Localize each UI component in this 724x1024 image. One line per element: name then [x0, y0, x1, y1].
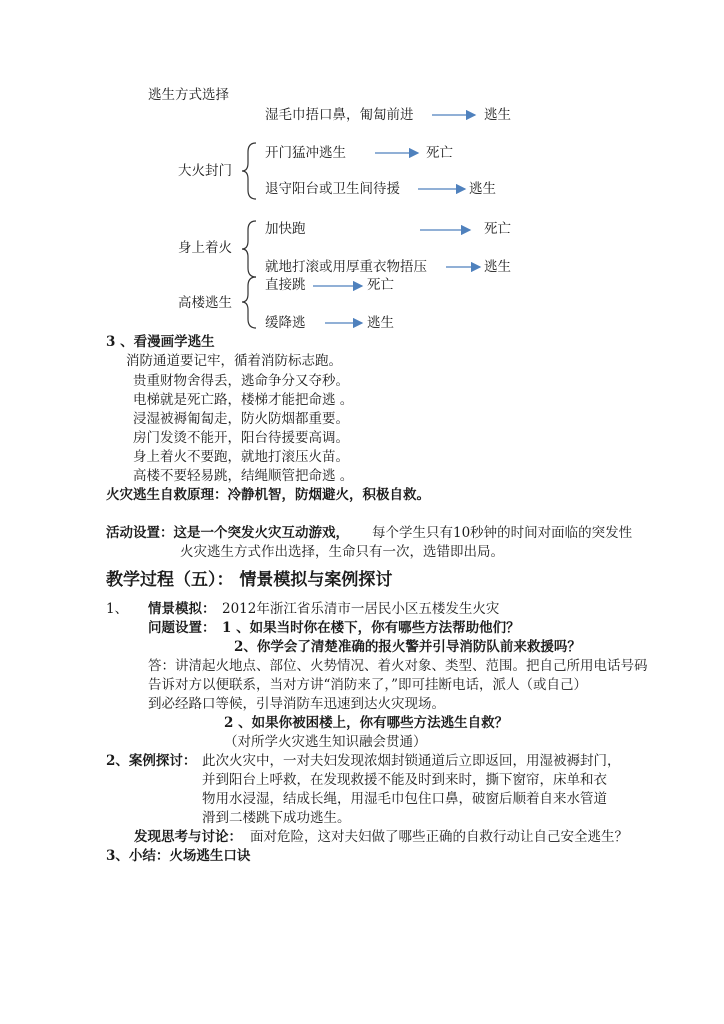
comic-line: 浸湿被褥匍匐走，防火防烟都重要。 [133, 411, 349, 427]
high-rise-opt2: 缓降逃 [265, 315, 306, 331]
case-line: 并到阳台上呼救，在发现救援不能及时到来时，撕下窗帘，床单和衣 [202, 772, 607, 788]
comic-line: 身上着火不要跑，就地打滚压火苗。 [133, 449, 349, 465]
answer-line: 答：讲清起火地点、部位、火势情况、着火对象、类型、范围。把自己所用电话号码 [148, 658, 648, 674]
activity-text-1: 每个学生只有10秒钟的时间对面临的突发性 [372, 525, 633, 541]
row1-action: 湿毛巾捂口鼻，匍匐前进 [265, 107, 414, 123]
body-fire-opt1-result: 死亡 [484, 221, 511, 237]
body-fire-opt2: 就地打滚或用厚重衣物捂压 [265, 259, 427, 275]
answer-line: 告诉对方以便联系，当对方讲“消防来了，”即可挂断电话，派人（或自己） [148, 677, 588, 693]
comic-line: 电梯就是死亡路，楼梯才能把命逃 。 [133, 392, 354, 408]
body-fire-opt2-result: 逃生 [484, 259, 511, 275]
case-label: 2、案例探讨： [106, 753, 197, 769]
high-rise-label: 高楼逃生 [178, 295, 232, 311]
question-1: 1 、如果当时你在楼下，你有哪些方法帮助他们？ [222, 620, 520, 636]
fire-door-opt1-result: 死亡 [426, 145, 453, 161]
question-2: 2、你学会了清楚准确的报火警并引导消防队前来救援吗？ [234, 639, 581, 655]
activity-text-2: 火灾逃生方式作出选择，生命只有一次，选错即出局。 [180, 544, 504, 560]
case-line: 滑到二楼跳下成功逃生。 [202, 810, 351, 826]
body-fire-label: 身上着火 [178, 240, 232, 256]
discuss-label: 发现思考与讨论： [134, 829, 242, 845]
high-rise-opt1: 直接跳 [265, 277, 306, 293]
activity-label: 活动设置：这是一个突发火灾互动游戏， [106, 525, 349, 541]
escape-title: 逃生方式选择 [148, 87, 229, 103]
comic-line: 消防通道要记牢，循着消防标志跑。 [126, 353, 342, 369]
row1-result: 逃生 [484, 107, 511, 123]
scene-text: 2012年浙江省乐清市一居民小区五楼发生火灾 [222, 601, 500, 617]
high-rise-opt1-result: 死亡 [367, 277, 394, 293]
high-rise-opt2-result: 逃生 [367, 315, 394, 331]
question-3-note: （对所学火灾逃生知识融会贯通） [224, 734, 427, 750]
case-line: 物用水浸湿，结成长绳，用湿毛巾包住口鼻，破窗后顺着自来水管道 [202, 791, 607, 807]
item1-number: 1、 [106, 601, 129, 617]
comic-heading: 3 、看漫画学逃生 [106, 334, 215, 350]
brace-3 [242, 277, 256, 328]
case-line: 此次火灾中，一对夫妇发现浓烟封锁通道后立即返回，用湿被褥封门， [202, 753, 621, 769]
comic-line: 贵重财物舍得丢，逃命争分又夺秒。 [133, 373, 349, 389]
fire-door-label: 大火封门 [178, 163, 232, 179]
fire-door-opt2-result: 逃生 [469, 181, 496, 197]
fire-door-opt2: 退守阳台或卫生间待援 [265, 181, 400, 197]
brace-2 [242, 221, 256, 277]
question-label: 问题设置： [148, 620, 216, 636]
body-fire-opt1: 加快跑 [265, 221, 306, 237]
question-3: 2 、如果你被困楼上，你有哪些方法逃生自救？ [224, 715, 509, 731]
brace-1 [242, 143, 256, 199]
comic-line: 高楼不要轻易跳，结绳顺管把命逃 。 [133, 468, 354, 484]
comic-line: 房门发烫不能开，阳台待援要高调。 [133, 430, 349, 446]
principle: 火灾逃生自救原理：冷静机智，防烟避火，积极自救。 [106, 487, 430, 503]
discuss-text: 面对危险，这对夫妇做了哪些正确的自救行动让自己安全逃生？ [250, 829, 628, 845]
scene-label: 情景模拟： [148, 601, 216, 617]
section5-heading: 教学过程（五）： 情景模拟与案例探讨 [106, 570, 393, 590]
answer-line: 到必经路口等候，引导消防车迅速到达火灾现场。 [148, 696, 445, 712]
summary: 3、小结：火场逃生口诀 [106, 848, 251, 864]
fire-door-opt1: 开门猛冲逃生 [265, 145, 346, 161]
